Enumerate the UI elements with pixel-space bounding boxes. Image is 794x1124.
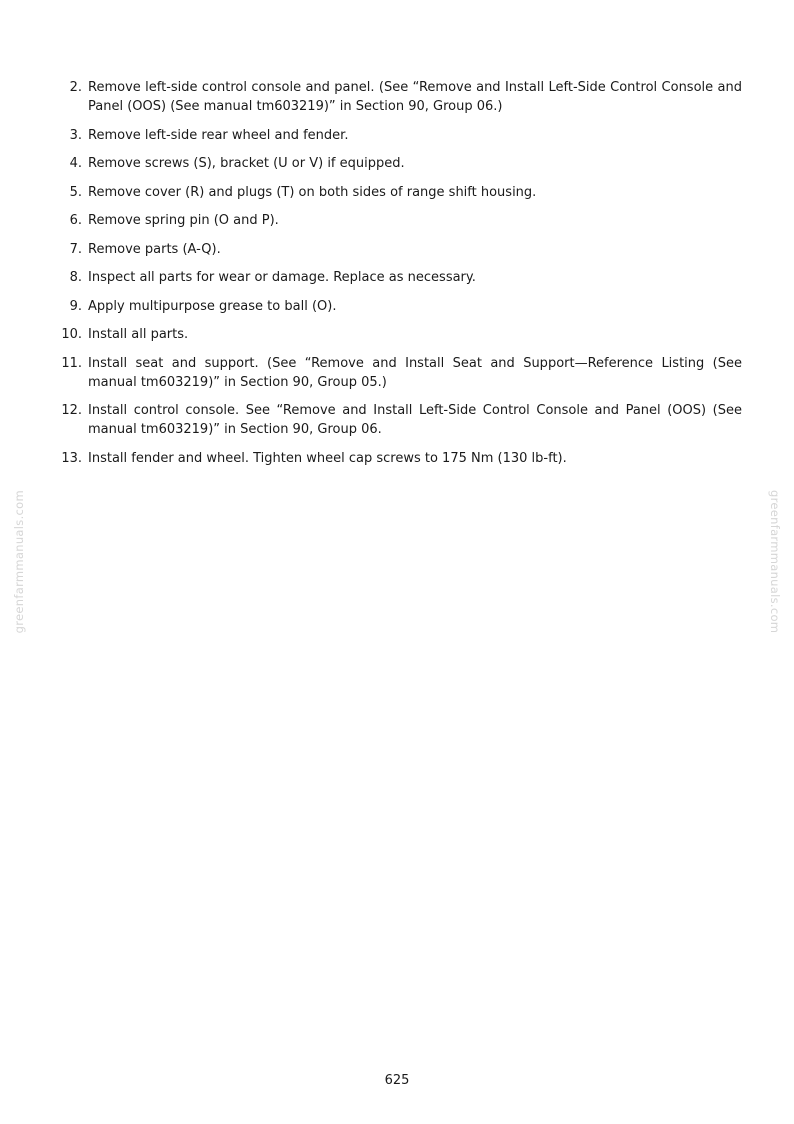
- step-number: 7.: [69, 241, 82, 257]
- step-text: Install control console. See “Remove and Install Left-Side Control Console and Panel (OOS) (See manual tm603219)” in Section 90, Group 06.: [88, 403, 742, 437]
- step-number: 12.: [61, 403, 82, 418]
- step-text: Install all parts.: [88, 327, 189, 342]
- step-number: 6.: [69, 213, 82, 228]
- step-5: [52, 183, 742, 202]
- step-text: Remove screws (S), bracket (U or V) if equipped.: [88, 156, 405, 171]
- step-text: Remove left-side rear wheel and fender.: [88, 127, 349, 143]
- step-text: Inspect all parts for wear or damage. Replace as necessary.: [88, 270, 476, 285]
- step-10: [52, 325, 742, 344]
- step-text: Remove parts (A-Q).: [88, 241, 221, 257]
- step-11: [52, 354, 742, 392]
- step-number: 9.: [69, 298, 82, 314]
- watermark-left: greenfarmmanuals.com: [12, 490, 26, 634]
- step-number: 8.: [69, 270, 82, 285]
- step-13: [52, 449, 742, 468]
- watermark-right: greenfarmmanuals.com: [768, 490, 782, 634]
- step-text: Apply multipurpose grease to ball (O).: [88, 298, 337, 314]
- step-4: [52, 154, 742, 173]
- step-number: 5.: [69, 184, 82, 200]
- step-8: [52, 268, 742, 287]
- step-text: Remove left-side control console and panel. (See “Remove and Install Left-Side Control Console and Panel (OOS) (See manual tm603219)” in Section 90, Group 06.): [88, 80, 742, 114]
- step-text: Install fender and wheel. Tighten wheel cap screws to 175 Nm (130 lb-ft).: [88, 450, 567, 466]
- step-6: [52, 211, 742, 230]
- step-number: 3.: [69, 127, 82, 143]
- procedure-steps: [52, 78, 742, 477]
- step-3: [52, 126, 742, 145]
- step-9: [52, 297, 742, 316]
- page-number: 625: [384, 1073, 410, 1088]
- step-12: [52, 401, 742, 439]
- step-text: Remove spring pin (O and P).: [88, 213, 279, 228]
- step-number: 10.: [61, 327, 82, 342]
- step-text: Install seat and support. (See “Remove and Install Seat and Support—Reference Listing (See manual tm603219)” in Section 90, Group 05.): [88, 355, 742, 390]
- step-number: 11.: [61, 355, 82, 371]
- step-text: Remove cover (R) and plugs (T) on both sides of range shift housing.: [88, 184, 537, 200]
- step-number: 2.: [69, 80, 82, 95]
- step-7: [52, 240, 742, 259]
- step-number: 4.: [69, 156, 82, 171]
- step-2: [52, 78, 742, 116]
- step-number: 13.: [61, 450, 82, 466]
